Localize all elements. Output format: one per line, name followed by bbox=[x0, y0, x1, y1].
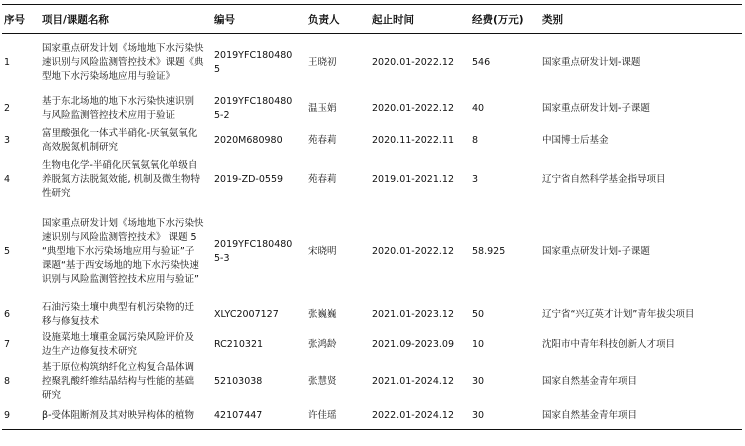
project-name-line: 富里酸强化一体式半硝化-厌氧氨氧化 bbox=[42, 127, 198, 139]
principal-investigator: 张巍巍 bbox=[308, 308, 337, 320]
cell-category bbox=[540, 360, 742, 404]
project-name-line: 国家重点研发计划《场地地下水污染快 bbox=[42, 42, 204, 54]
principal-investigator: 张鸿龄 bbox=[308, 338, 337, 350]
cell-project bbox=[40, 404, 212, 430]
cell-pi bbox=[306, 204, 370, 300]
cell-no bbox=[2, 126, 40, 156]
project-code-line: 2019YFC180480 bbox=[214, 238, 293, 250]
cell-pi bbox=[306, 404, 370, 430]
project-code-line: 52103038 bbox=[214, 375, 263, 387]
project-code-line: 42107447 bbox=[214, 410, 263, 422]
cell-fund bbox=[470, 330, 540, 360]
header-fund: 经费(万元) bbox=[470, 5, 540, 34]
project-category: 国家重点研发计划-子课题 bbox=[542, 245, 650, 257]
principal-investigator: 许佳瑶 bbox=[308, 410, 337, 422]
table-row bbox=[2, 34, 742, 92]
row-number: 4 bbox=[4, 173, 11, 185]
table-row bbox=[2, 204, 742, 300]
project-name-line: 与风险监测管控技术应用于验证 bbox=[42, 109, 176, 121]
project-category: 中国博士后基金 bbox=[542, 134, 609, 146]
table-row bbox=[2, 126, 742, 156]
cell-fund bbox=[470, 126, 540, 156]
project-code-line: 2020M680980 bbox=[214, 134, 283, 146]
cell-fund bbox=[470, 360, 540, 404]
cell-pi bbox=[306, 156, 370, 204]
project-period: 2020.01-2022.12 bbox=[372, 245, 454, 257]
project-period: 2021.01-2024.12 bbox=[372, 375, 454, 387]
project-table-container bbox=[2, 4, 742, 430]
project-category: 辽宁省自然科学基金指导项目 bbox=[542, 173, 666, 185]
table-row bbox=[2, 300, 742, 330]
project-funding: 3 bbox=[472, 173, 479, 185]
project-code-line: 5-2 bbox=[214, 109, 230, 121]
project-category: 国家自然基金青年项目 bbox=[542, 410, 638, 422]
cell-pi bbox=[306, 92, 370, 126]
cell-code bbox=[212, 360, 306, 404]
header-period: 起止时间 bbox=[370, 5, 470, 34]
cell-no bbox=[2, 34, 40, 92]
cell-code bbox=[212, 126, 306, 156]
cell-period bbox=[370, 330, 470, 360]
cell-period bbox=[370, 156, 470, 204]
cell-pi bbox=[306, 330, 370, 360]
cell-pi bbox=[306, 300, 370, 330]
cell-project bbox=[40, 204, 212, 300]
project-code-line: 5 bbox=[214, 63, 221, 75]
row-number: 9 bbox=[4, 410, 11, 422]
cell-project bbox=[40, 34, 212, 92]
principal-investigator: 苑春莉 bbox=[308, 134, 337, 146]
project-period: 2020.01-2022.12 bbox=[372, 56, 454, 68]
cell-category bbox=[540, 204, 742, 300]
principal-investigator: 王晓初 bbox=[308, 56, 337, 68]
header-code: 编号 bbox=[212, 5, 306, 34]
project-funding: 10 bbox=[472, 338, 485, 350]
project-table bbox=[2, 4, 742, 430]
project-category: 国家重点研发计划-子课题 bbox=[542, 102, 650, 114]
principal-investigator: 宋晓明 bbox=[308, 245, 337, 257]
cell-no bbox=[2, 330, 40, 360]
project-name-line: 高效脱氮机制研究 bbox=[42, 141, 119, 153]
cell-no bbox=[2, 156, 40, 204]
cell-category bbox=[540, 156, 742, 204]
cell-period bbox=[370, 126, 470, 156]
cell-code bbox=[212, 156, 306, 204]
row-number: 6 bbox=[4, 308, 11, 320]
project-funding: 40 bbox=[472, 102, 485, 114]
project-period: 2022.01-2024.12 bbox=[372, 410, 454, 422]
cell-code bbox=[212, 330, 306, 360]
cell-pi bbox=[306, 360, 370, 404]
table-body bbox=[2, 34, 742, 430]
cell-fund bbox=[470, 204, 540, 300]
cell-fund bbox=[470, 404, 540, 430]
cell-no bbox=[2, 300, 40, 330]
row-number: 1 bbox=[4, 56, 11, 68]
project-funding: 58.925 bbox=[472, 245, 506, 257]
cell-code bbox=[212, 204, 306, 300]
cell-period bbox=[370, 300, 470, 330]
project-code-line: 5-3 bbox=[214, 252, 230, 264]
project-period: 2021.01-2023.12 bbox=[372, 308, 454, 320]
project-category: 国家重点研发计划-课题 bbox=[542, 56, 641, 68]
project-funding: 8 bbox=[472, 134, 479, 146]
header-category: 类别 bbox=[540, 5, 742, 34]
cell-no bbox=[2, 360, 40, 404]
row-number: 2 bbox=[4, 102, 11, 114]
header-pi: 负责人 bbox=[306, 5, 370, 34]
principal-investigator: 张慧贤 bbox=[308, 375, 337, 387]
table-row bbox=[2, 360, 742, 404]
project-name-line: 研究 bbox=[42, 389, 62, 401]
cell-category bbox=[540, 404, 742, 430]
project-name-line: 速识别与风险监测管控技术》 课题 5 bbox=[42, 231, 197, 243]
cell-period bbox=[370, 34, 470, 92]
project-funding: 30 bbox=[472, 375, 485, 387]
cell-code bbox=[212, 404, 306, 430]
project-name-line: 课题“基于西安场地的地下水污染快速 bbox=[42, 259, 199, 271]
cell-fund bbox=[470, 92, 540, 126]
cell-category bbox=[540, 126, 742, 156]
row-number: 3 bbox=[4, 134, 11, 146]
cell-project bbox=[40, 92, 212, 126]
row-number: 7 bbox=[4, 338, 11, 350]
project-category: 沈阳市中青年科技创新人才项目 bbox=[542, 338, 676, 350]
cell-project bbox=[40, 300, 212, 330]
cell-fund bbox=[470, 156, 540, 204]
cell-category bbox=[540, 300, 742, 330]
project-code-line: XLYC2007127 bbox=[214, 308, 279, 320]
project-name-line: 基于原位构筑纳纤化立构复合晶体调 bbox=[42, 361, 195, 373]
cell-code bbox=[212, 34, 306, 92]
cell-pi bbox=[306, 34, 370, 92]
project-period: 2020.01-2022.12 bbox=[372, 102, 454, 114]
project-period: 2020.11-2022.11 bbox=[372, 134, 454, 146]
cell-project bbox=[40, 126, 212, 156]
project-name-line: 养脱氮方法脱氮效能, 机制及微生物特 bbox=[42, 173, 201, 185]
cell-project bbox=[40, 330, 212, 360]
project-code-line: 2019YFC180480 bbox=[214, 49, 293, 61]
table-row bbox=[2, 92, 742, 126]
cell-category bbox=[540, 34, 742, 92]
project-period: 2019.01-2021.12 bbox=[372, 173, 454, 185]
project-category: 辽宁省“兴辽英才计划”青年拔尖项目 bbox=[542, 308, 695, 320]
project-name-line: 型地下水污染场地应用与验证》 bbox=[42, 70, 176, 82]
project-period: 2021.09-2023.09 bbox=[372, 338, 454, 350]
row-number: 5 bbox=[4, 245, 11, 257]
cell-no bbox=[2, 204, 40, 300]
cell-category bbox=[540, 330, 742, 360]
project-name-line: β-受体阻断剂及其对映异构体的植物 bbox=[42, 410, 194, 422]
header-no: 序号 bbox=[2, 5, 40, 34]
header-project: 项目/课题名称 bbox=[40, 5, 212, 34]
table-row bbox=[2, 404, 742, 430]
project-name-line: 边生产边修复技术研究 bbox=[42, 345, 138, 357]
cell-no bbox=[2, 92, 40, 126]
cell-project bbox=[40, 156, 212, 204]
cell-period bbox=[370, 404, 470, 430]
project-name-line: 石油污染土壤中典型有机污染物的迁 bbox=[42, 301, 195, 313]
cell-category bbox=[540, 92, 742, 126]
project-name-line: 基于东北场地的地下水污染快速识别 bbox=[42, 95, 195, 107]
cell-pi bbox=[306, 126, 370, 156]
table-row bbox=[2, 156, 742, 204]
project-name-line: 设施菜地土壤重金属污染风险评价及 bbox=[42, 331, 195, 343]
principal-investigator: 温玉娟 bbox=[308, 102, 337, 114]
cell-period bbox=[370, 204, 470, 300]
project-code-line: 2019-ZD-0559 bbox=[214, 173, 284, 185]
project-funding: 546 bbox=[472, 56, 491, 68]
project-category: 国家自然基金青年项目 bbox=[542, 375, 638, 387]
table-row bbox=[2, 330, 742, 360]
cell-period bbox=[370, 360, 470, 404]
project-funding: 30 bbox=[472, 410, 485, 422]
cell-fund bbox=[470, 300, 540, 330]
row-number: 8 bbox=[4, 375, 11, 387]
project-code-line: RC210321 bbox=[214, 338, 264, 350]
project-name-line: 识别与风险监测管控技术应用与验证” bbox=[42, 273, 199, 285]
cell-project bbox=[40, 360, 212, 404]
project-funding: 50 bbox=[472, 308, 485, 320]
cell-no bbox=[2, 404, 40, 430]
principal-investigator: 苑春莉 bbox=[308, 173, 337, 185]
project-name-line: “典型地下水污染场地应用与验证”子 bbox=[42, 245, 195, 257]
project-name-line: 性研究 bbox=[42, 187, 71, 199]
project-name-line: 速识别与风险监测管控技术》课题《典 bbox=[42, 56, 204, 68]
project-code-line: 2019YFC180480 bbox=[214, 95, 293, 107]
project-name-line: 国家重点研发计划《场地地下水污染快 bbox=[42, 217, 204, 229]
project-name-line: 生物电化学-半硝化厌氧氨氧化单级自 bbox=[42, 159, 198, 171]
cell-code bbox=[212, 92, 306, 126]
cell-code bbox=[212, 300, 306, 330]
project-name-line: 控聚乳酸纤维结晶结构与性能的基础 bbox=[42, 375, 195, 387]
cell-fund bbox=[470, 34, 540, 92]
project-name-line: 移与修复技术 bbox=[42, 315, 100, 327]
table-header-row bbox=[2, 5, 742, 34]
cell-period bbox=[370, 92, 470, 126]
